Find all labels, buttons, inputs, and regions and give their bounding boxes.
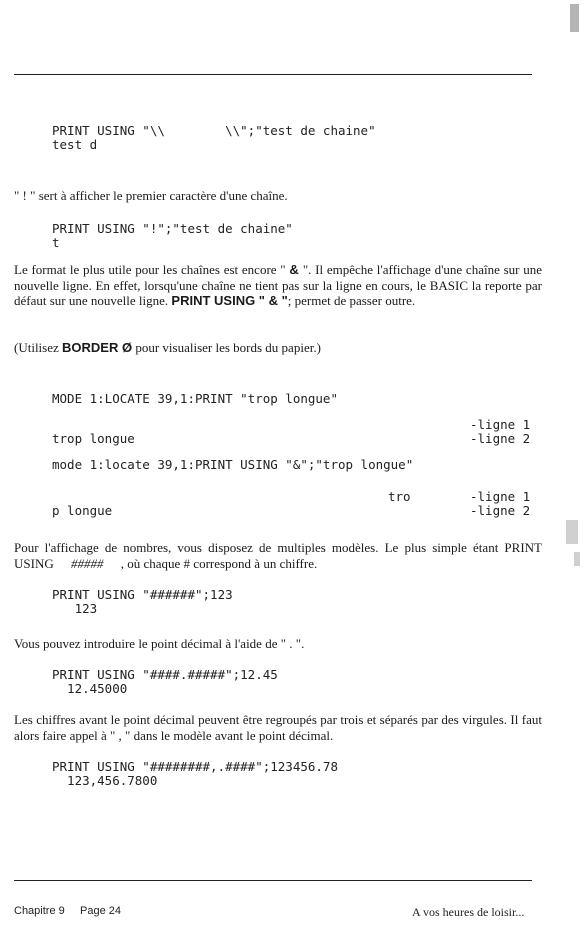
code-line: PRINT USING "######";123 (52, 587, 233, 602)
bottom-rule (14, 880, 532, 881)
code-line: PRINT USING "########,.####";123456.78 (52, 759, 338, 774)
code-annotation: -ligne 1 (470, 489, 531, 504)
paragraph (14, 262, 542, 309)
code-annotation: -ligne 2 (470, 503, 531, 518)
top-rule (14, 74, 532, 75)
code-term: BORDER Ø (62, 340, 133, 355)
code-output: 123 (52, 601, 98, 616)
scan-artifact (574, 552, 580, 566)
code-output: p longue (52, 503, 113, 518)
code-line: MODE 1:LOCATE 39,1:PRINT "trop longue" (52, 391, 338, 406)
scan-artifact (570, 4, 579, 32)
code-annotation: -ligne 2 (470, 431, 531, 446)
scan-artifact (566, 520, 578, 544)
code-line: PRINT USING "####.#####";12.45 (52, 667, 278, 682)
paragraph: Vous pouvez introduire le point décimal à l'aide de " . ". (14, 636, 305, 651)
code-output: trop longue (52, 431, 135, 446)
paragraph (14, 340, 542, 356)
code-output: t (52, 235, 60, 250)
code-line: PRINT USING "!";"test de chaine" (52, 221, 293, 236)
footer-page: Page 24 (80, 905, 121, 917)
code-term: PRINT USING " & " (171, 293, 288, 308)
paragraph-text: (Utilisez (14, 340, 63, 355)
code-term: & (289, 262, 303, 277)
code-output: tro (388, 489, 411, 504)
code-line: PRINT USING "\\ \\";"test de chaine" (52, 123, 376, 138)
paragraph-text: , où chaque # correspond à un chiffre. (117, 555, 318, 571)
footer-chapter: Chapitre 9 (14, 905, 65, 917)
code-output: 123,456.7800 (52, 773, 158, 788)
paragraph-text: ; permet de passer outre. (287, 293, 416, 308)
paragraph-text: Pour l'affichage de nombres, vous disposez de multiples modèles. Le plus simple étant PRINT USING (14, 540, 542, 571)
format-pattern: ##### (70, 555, 104, 571)
paragraph (14, 540, 542, 571)
code-annotation: -ligne 1 (470, 417, 531, 432)
paragraph-text: pour visualiser les bords du papier.) (132, 340, 321, 355)
code-output: test d (52, 137, 98, 152)
paragraph-text: ". Il empêche l'affichage d'une chaîne sur une nouvelle ligne. En effet, lorsqu'une chaîne ne tient pas sur la ligne en cours, le BASIC la reporte par défaut sur une nouvelle ligne. (14, 262, 542, 308)
paragraph: " ! " sert à afficher le premier caractère d'une chaîne. (14, 188, 288, 203)
paragraph: Les chiffres avant le point décimal peuvent être regroupés par trois et séparés par des virgules. Il faut alors faire appel à " , " dans le modèle avant le point décimal. (14, 712, 542, 743)
footer-tagline: A vos heures de loisir... (412, 905, 525, 919)
code-output: 12.45000 (52, 681, 128, 696)
code-line: mode 1:locate 39,1:PRINT USING "&";"trop longue" (52, 457, 414, 472)
paragraph-text: Le format le plus utile pour les chaînes est encore " (14, 262, 290, 277)
